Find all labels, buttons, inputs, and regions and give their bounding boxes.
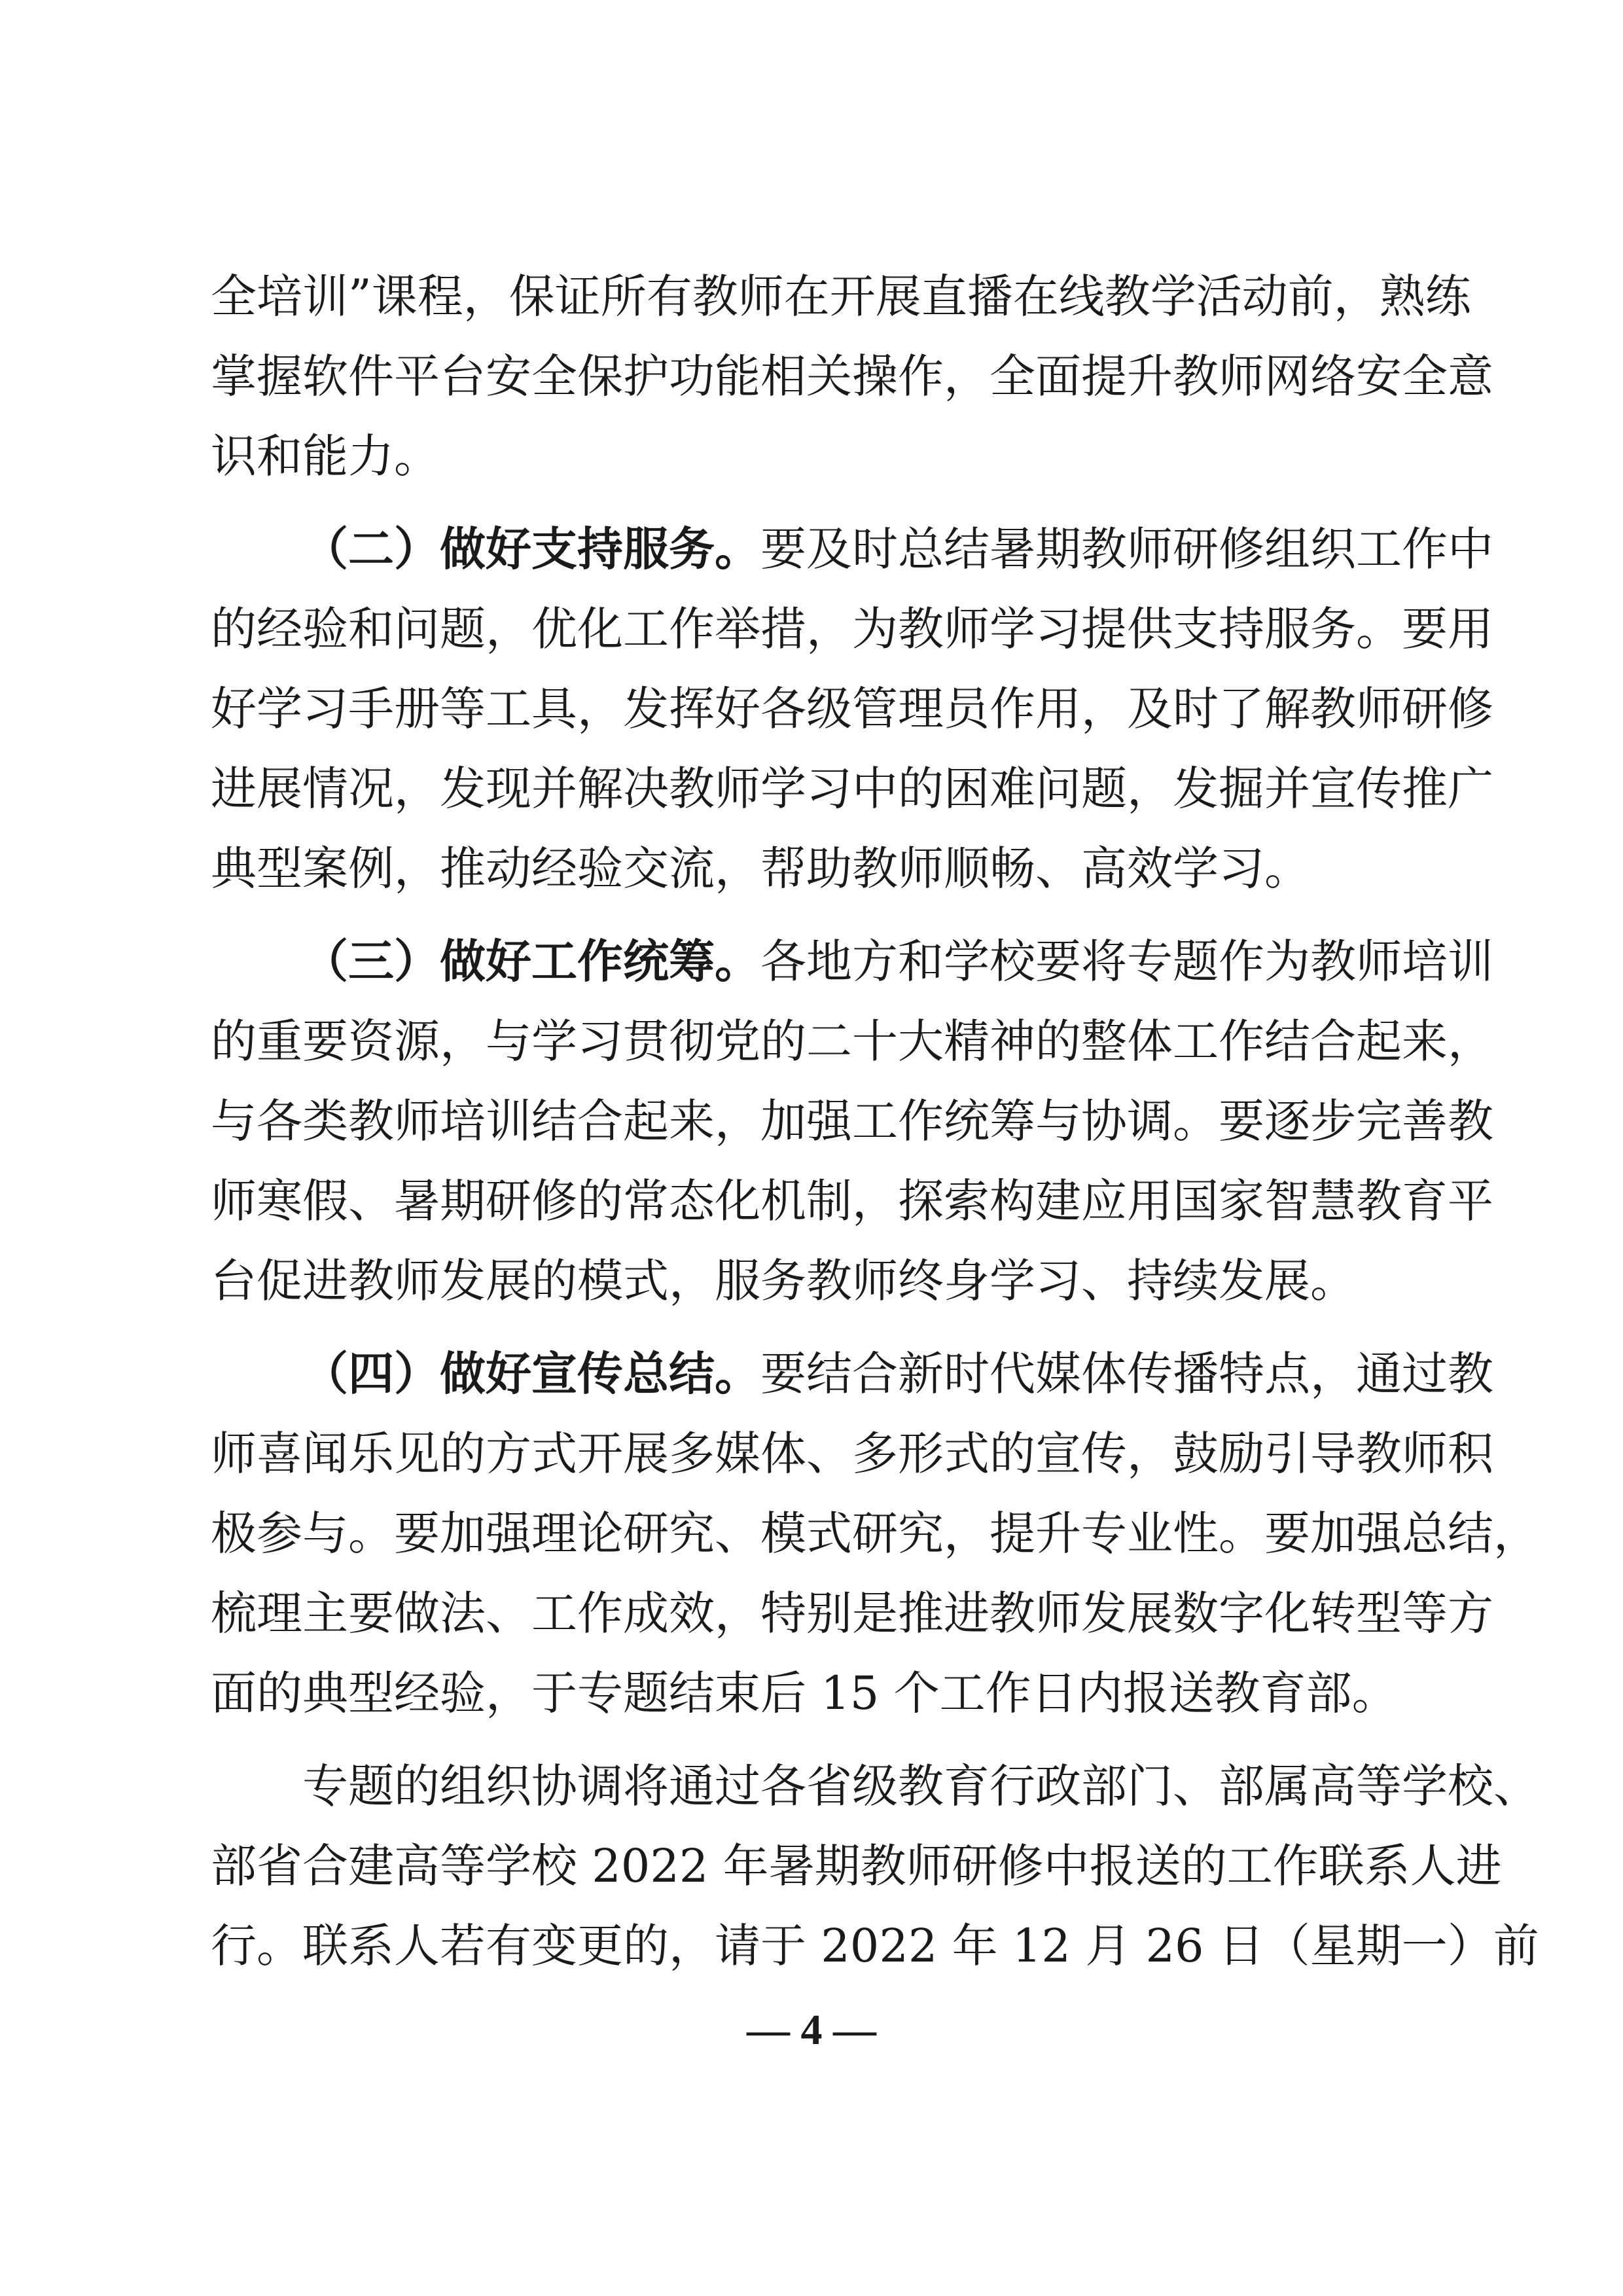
text-line: 识和能力。 (211, 429, 440, 483)
text-line: 掌握软件平台安全保护功能相关操作，全面提升教师网络安全意 (211, 350, 1493, 403)
section-heading: （三）做好工作统筹。 (302, 934, 760, 988)
paragraph-publicity-summary (211, 1334, 1539, 1733)
text-line (211, 1334, 1493, 1414)
text-line: 师寒假、暑期研修的常态化机制，探索构建应用国家智慧教育平 (211, 1174, 1493, 1228)
text-span: 要及时总结暑期教师研修组织工作中 (760, 522, 1493, 576)
page-number: — 4 — (747, 2006, 876, 2054)
section-heading: （四）做好宣传总结。 (302, 1346, 760, 1401)
text-line: 好学习手册等工具，发挥好各级管理员作用，及时了解教师研修 (211, 682, 1493, 736)
text-line: 面的典型经验，于专题结束后 15 个工作日内报送教育部。 (211, 1666, 1398, 1720)
paragraph-safety-training (211, 257, 1493, 496)
text-line: 专题的组织协调将通过各省级教育行政部门、部属高等学校、 (302, 1759, 1539, 1813)
text-span: 各地方和学校要将专题作为教师培训 (760, 935, 1493, 988)
text-line: 的经验和问题，优化工作举措，为教师学习提供支持服务。要用 (211, 602, 1493, 656)
text-line: 典型案例，推动经验交流，帮助教师顺畅、高效学习。 (211, 842, 1310, 895)
text-line: 梳理主要做法、工作成效，特别是推进教师发展数字化转型等方 (211, 1587, 1493, 1640)
text-line: 全培训”课程，保证所有教师在开展直播在线教学活动前，熟练 (211, 270, 1471, 323)
paragraph-contact-coordination (211, 1746, 1539, 1986)
text-line: 的重要资源，与学习贯彻党的二十大精神的整体工作结合起来， (211, 1014, 1493, 1068)
document-body (211, 257, 1539, 1986)
section-heading: （二）做好支持服务。 (302, 522, 760, 576)
text-line: 部省合建高等学校 2022 年暑期教师研修中报送的工作联系人进 (211, 1839, 1502, 1893)
text-line: 台促进教师发展的模式，服务教师终身学习、持续发展。 (211, 1254, 1356, 1308)
text-line: 师喜闻乐见的方式开展多媒体、多形式的宣传，鼓励引导教师积 (211, 1427, 1493, 1480)
text-line (211, 922, 1493, 1001)
paragraph-work-coordination (211, 922, 1493, 1321)
paragraph-support-services (211, 509, 1493, 908)
text-line: 极参与。要加强理论研究、模式研究，提升专业性。要加强总结， (211, 1507, 1539, 1560)
text-line: 进展情况，发现并解决教师学习中的困难问题，发掘并宣传推广 (211, 762, 1493, 816)
text-line (211, 509, 1493, 589)
text-line: 与各类教师培训结合起来，加强工作统筹与协调。要逐步完善教 (211, 1094, 1493, 1148)
text-line: 行。联系人若有变更的，请于 2022 年 12 月 26 日（星期一）前 (211, 1919, 1539, 1973)
text-span: 要结合新时代媒体传播特点，通过教 (760, 1347, 1493, 1401)
